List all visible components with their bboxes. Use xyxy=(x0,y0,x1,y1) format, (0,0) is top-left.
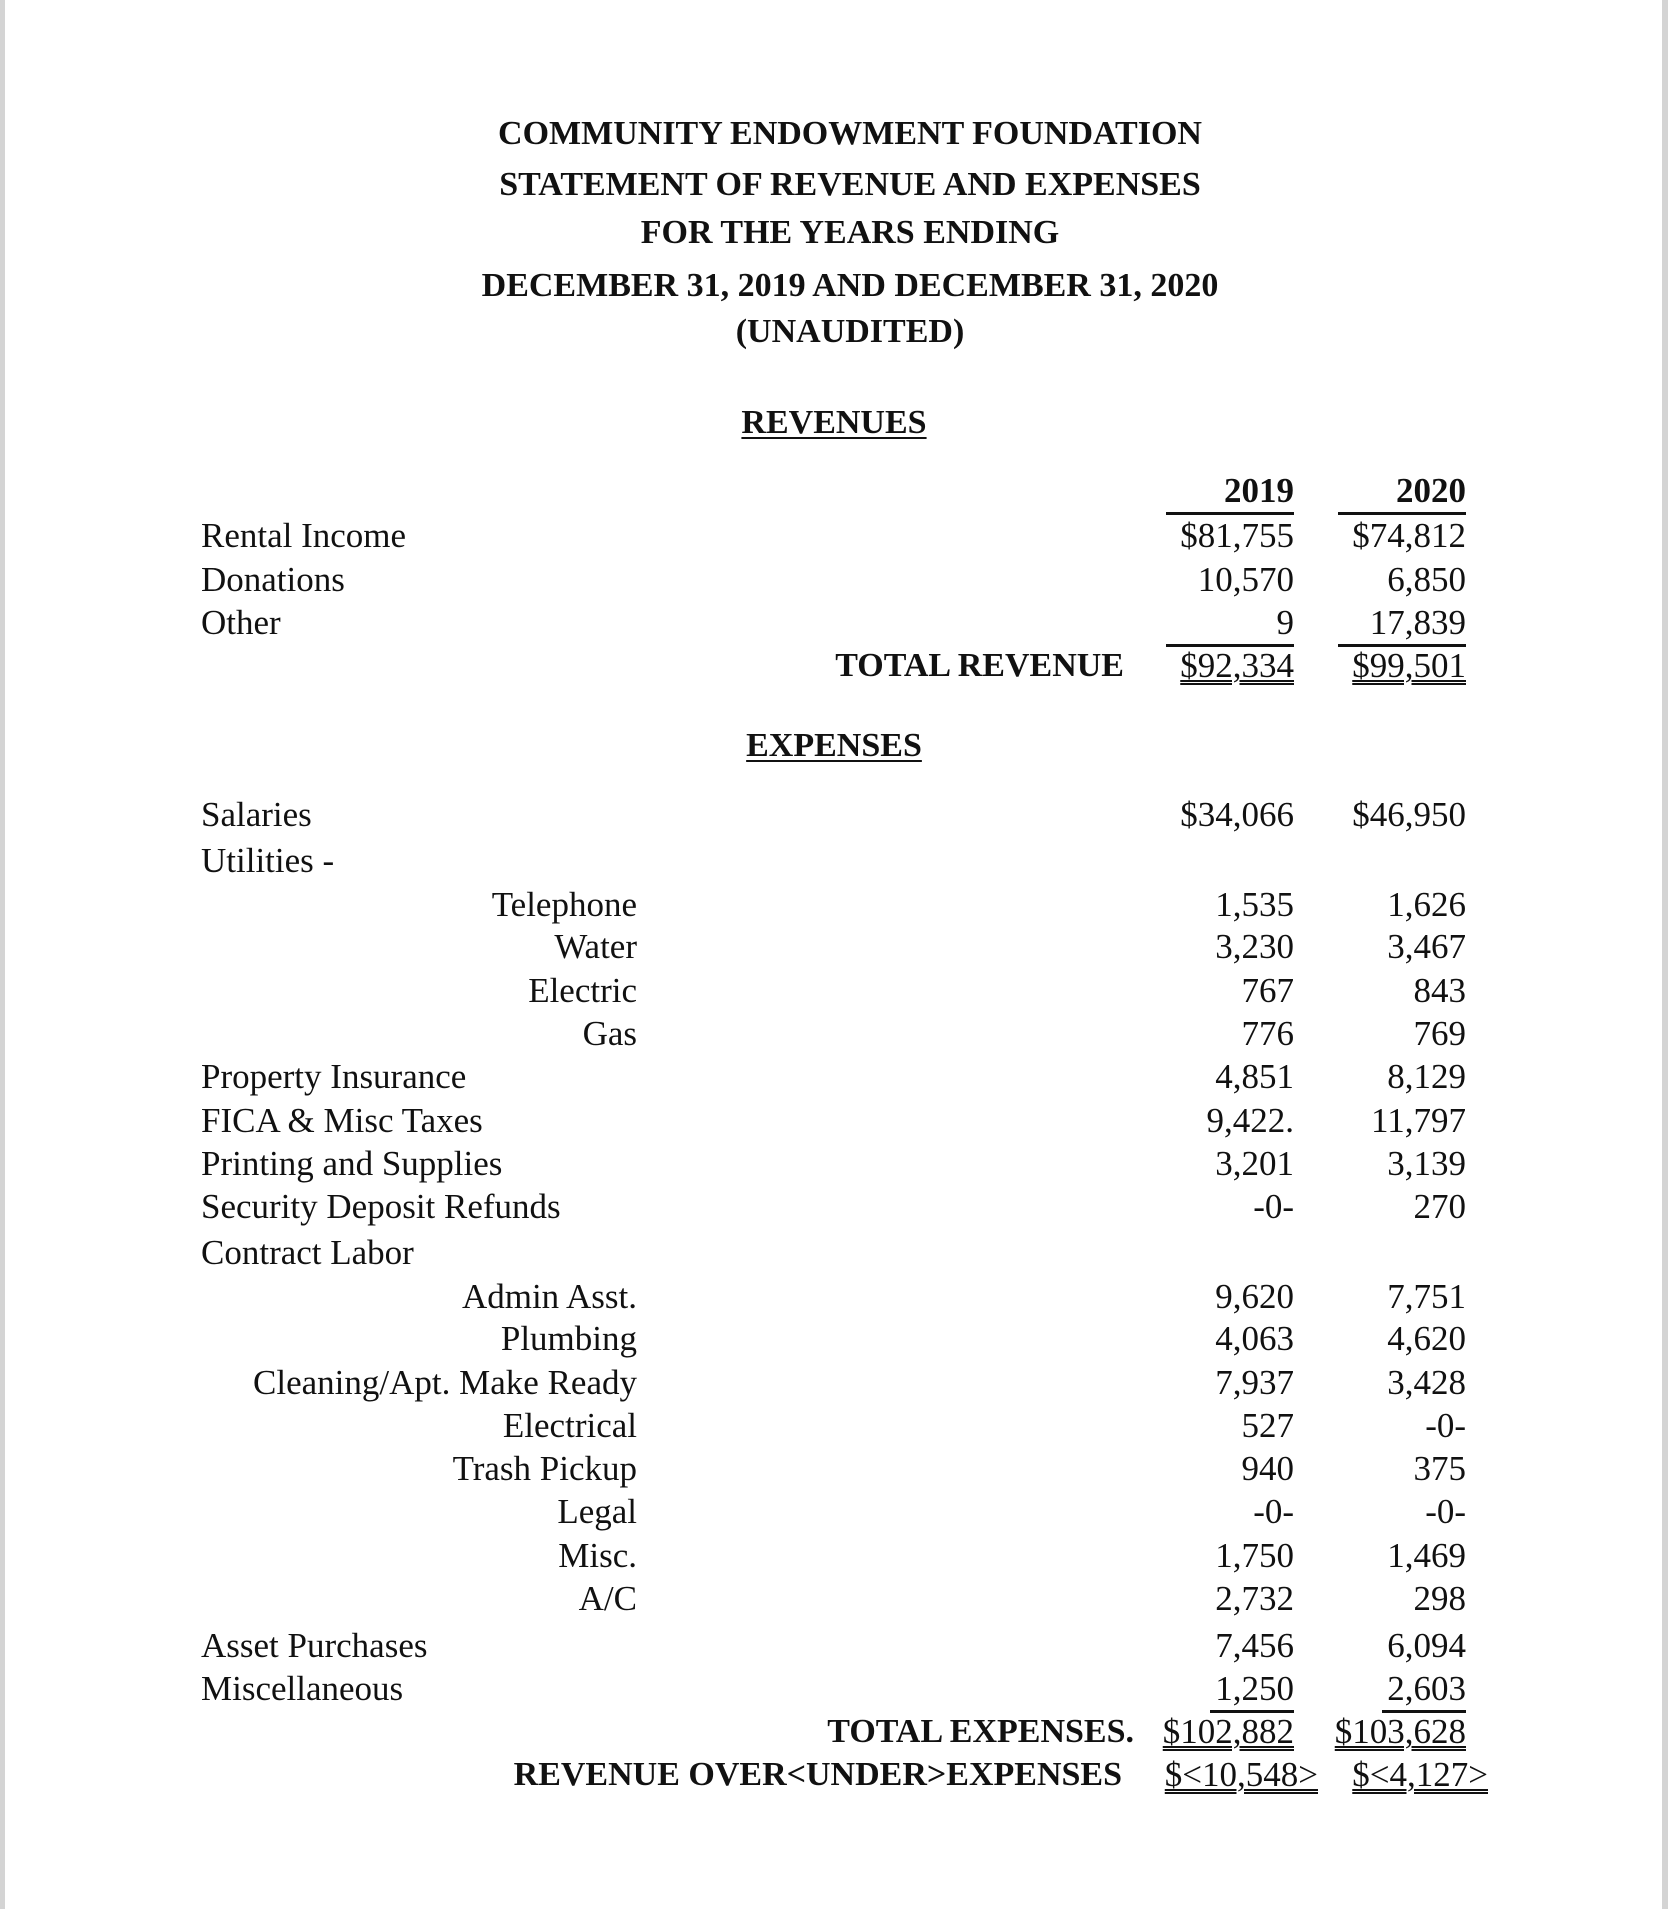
expense-2020-telephone: 1,626 xyxy=(1387,885,1466,924)
expense-label-property-insurance: Property Insurance xyxy=(201,1057,467,1096)
expense-2020-water: 3,467 xyxy=(1387,927,1466,966)
expense-label-trash-pickup: Trash Pickup xyxy=(452,1449,637,1488)
expense-2020-gas: 769 xyxy=(1413,1014,1466,1053)
expense-label-legal: Legal xyxy=(557,1492,637,1531)
expense-2019-salaries: $34,066 xyxy=(1180,795,1294,834)
revenue-2019-rental-income: $81,755 xyxy=(1180,516,1294,555)
revenue-2019-other: 9 xyxy=(1166,602,1294,647)
expense-2020-trash-pickup: 375 xyxy=(1413,1449,1466,1488)
revenue-2020-donations: 6,850 xyxy=(1387,560,1466,599)
expense-2020-admin-asst: 7,751 xyxy=(1387,1277,1466,1316)
expense-label-security-deposit-refunds: Security Deposit Refunds xyxy=(201,1187,561,1226)
expense-2019-water: 3,230 xyxy=(1215,927,1294,966)
expenses-heading: EXPENSES xyxy=(746,727,922,764)
column-header-2019: 2019 xyxy=(1166,470,1294,515)
period-dates: DECEMBER 31, 2019 AND DECEMBER 31, 2020 xyxy=(481,267,1219,304)
expense-2020-a-c: 298 xyxy=(1413,1579,1466,1618)
expense-2019-gas: 776 xyxy=(1241,1014,1294,1053)
expense-2020-security-deposit-refunds: 270 xyxy=(1413,1187,1466,1226)
expense-2019-miscellaneous: 1,250 xyxy=(1210,1668,1294,1713)
expense-label-fica-misc-taxes: FICA & Misc Taxes xyxy=(201,1101,483,1140)
revenue-label-donations: Donations xyxy=(201,560,345,599)
expense-label-asset-purchases: Asset Purchases xyxy=(201,1626,428,1665)
revenues-heading: REVENUES xyxy=(741,404,927,441)
total-expenses-2019: $102,882 xyxy=(1162,1712,1294,1751)
expense-2019-a-c: 2,732 xyxy=(1215,1579,1294,1618)
expense-2019-property-insurance: 4,851 xyxy=(1215,1057,1294,1096)
total-expenses-2020: $103,628 xyxy=(1334,1712,1466,1751)
expense-label-cleaning-apt-make-ready: Cleaning/Apt. Make Ready xyxy=(253,1363,637,1402)
net-2020: $<4,127> xyxy=(1352,1755,1488,1794)
expense-2019-fica-misc-taxes: 9,422. xyxy=(1206,1101,1294,1140)
expense-2019-electrical: 527 xyxy=(1241,1406,1294,1445)
expense-label-electrical: Electrical xyxy=(502,1406,637,1445)
expense-2020-property-insurance: 8,129 xyxy=(1387,1057,1466,1096)
revenue-2020-other: 17,839 xyxy=(1338,602,1466,647)
total-revenue-2019: $92,334 xyxy=(1180,646,1294,685)
expense-label-water: Water xyxy=(554,927,637,966)
expense-2020-cleaning-apt-make-ready: 3,428 xyxy=(1387,1363,1466,1402)
statement-title: STATEMENT OF REVENUE AND EXPENSES xyxy=(499,166,1201,203)
expense-2020-misc: 1,469 xyxy=(1387,1536,1466,1575)
expense-2020-legal: -0- xyxy=(1425,1492,1466,1531)
expense-2019-asset-purchases: 7,456 xyxy=(1215,1626,1294,1665)
revenue-2019-donations: 10,570 xyxy=(1197,560,1294,599)
audit-status: (UNAUDITED) xyxy=(735,313,965,350)
expense-2020-electrical: -0- xyxy=(1425,1406,1466,1445)
expense-2019-trash-pickup: 940 xyxy=(1241,1449,1294,1488)
net-label: REVENUE OVER<UNDER>EXPENSES xyxy=(513,1756,1122,1793)
expense-label-gas: Gas xyxy=(582,1014,637,1053)
expense-2019-telephone: 1,535 xyxy=(1215,885,1294,924)
org-name: COMMUNITY ENDOWMENT FOUNDATION xyxy=(498,115,1202,152)
expense-2019-cleaning-apt-make-ready: 7,937 xyxy=(1215,1363,1294,1402)
expense-label-printing-and-supplies: Printing and Supplies xyxy=(201,1144,503,1183)
total-revenue-2020: $99,501 xyxy=(1352,646,1466,685)
expense-2019-misc: 1,750 xyxy=(1215,1536,1294,1575)
total-expenses-label: TOTAL EXPENSES. xyxy=(827,1713,1134,1750)
expense-label-plumbing: Plumbing xyxy=(500,1319,637,1358)
net-2019: $<10,548> xyxy=(1164,1755,1318,1794)
expense-2020-salaries: $46,950 xyxy=(1352,795,1466,834)
expense-label-admin-asst: Admin Asst. xyxy=(461,1277,637,1316)
expense-label-contract-labor: Contract Labor xyxy=(201,1233,414,1272)
expense-2020-plumbing: 4,620 xyxy=(1387,1319,1466,1358)
expense-label-telephone: Telephone xyxy=(491,885,637,924)
period-line: FOR THE YEARS ENDING xyxy=(640,214,1060,251)
column-header-2020: 2020 xyxy=(1338,470,1466,515)
expense-2020-electric: 843 xyxy=(1413,971,1466,1010)
expense-2020-asset-purchases: 6,094 xyxy=(1387,1626,1466,1665)
expense-label-a-c: A/C xyxy=(578,1579,637,1618)
expense-2019-plumbing: 4,063 xyxy=(1215,1319,1294,1358)
revenue-2020-rental-income: $74,812 xyxy=(1352,516,1466,555)
expense-2019-security-deposit-refunds: -0- xyxy=(1253,1187,1294,1226)
expense-label-misc: Misc. xyxy=(558,1536,637,1575)
expense-2019-admin-asst: 9,620 xyxy=(1215,1277,1294,1316)
expense-2020-miscellaneous: 2,603 xyxy=(1382,1668,1466,1713)
expense-label-miscellaneous: Miscellaneous xyxy=(201,1669,404,1708)
expense-label-electric: Electric xyxy=(528,971,637,1010)
revenue-label-rental-income: Rental Income xyxy=(201,516,407,555)
expense-2020-fica-misc-taxes: 11,797 xyxy=(1371,1101,1466,1140)
expense-2019-legal: -0- xyxy=(1253,1492,1294,1531)
expense-label-utilities: Utilities - xyxy=(201,841,335,880)
expense-2020-printing-and-supplies: 3,139 xyxy=(1387,1144,1466,1183)
total-revenue-label: TOTAL REVENUE xyxy=(835,647,1124,684)
revenue-label-other: Other xyxy=(201,603,281,642)
expense-label-salaries: Salaries xyxy=(201,795,312,834)
expense-2019-electric: 767 xyxy=(1241,971,1294,1010)
expense-2019-printing-and-supplies: 3,201 xyxy=(1215,1144,1294,1183)
